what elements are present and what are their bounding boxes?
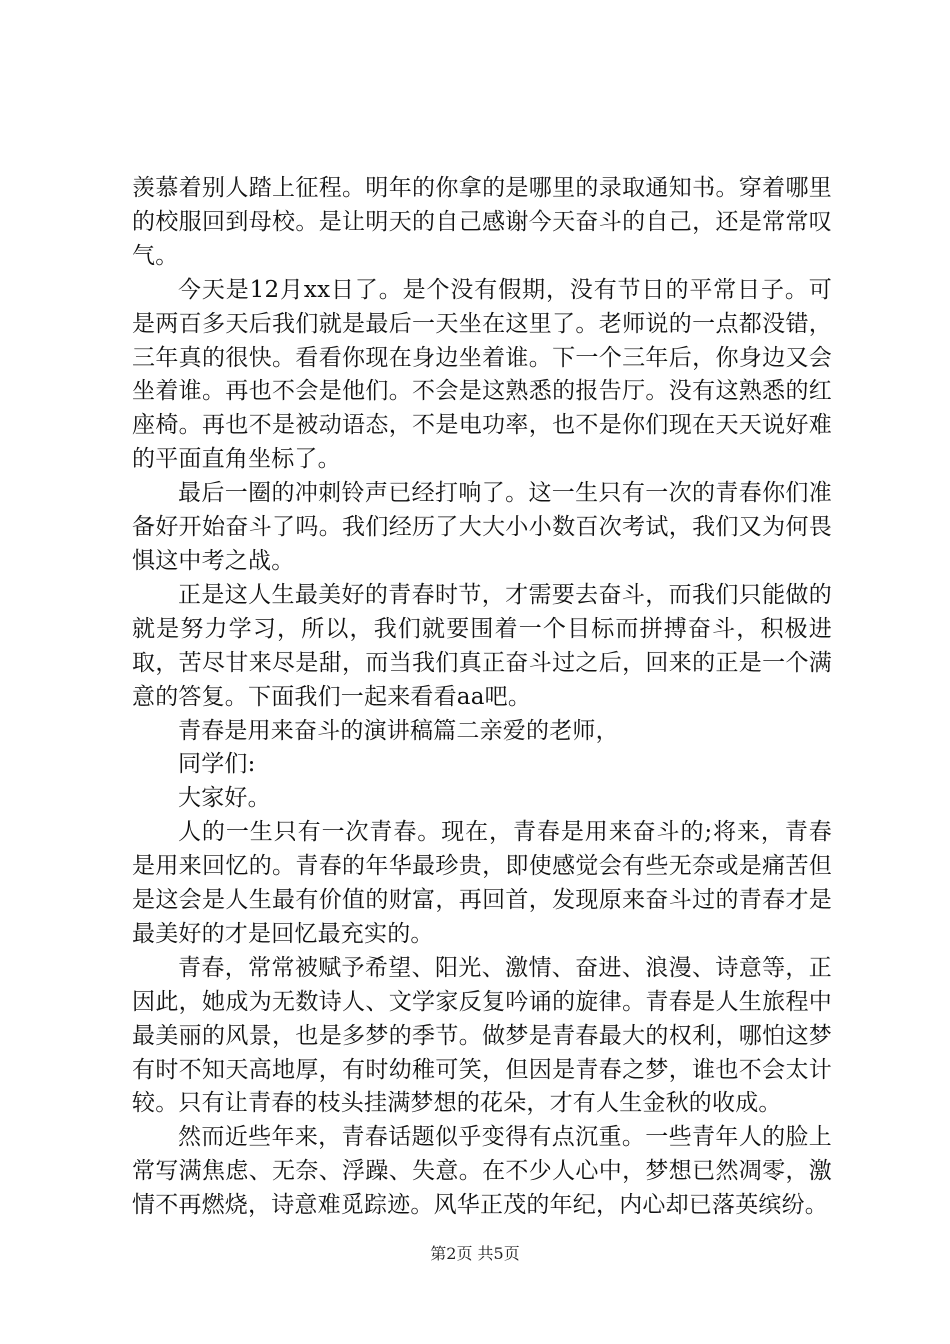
paragraph: 正是这人生最美好的青春时节，才需要去奋斗，而我们只能做的就是努力学习，所以，我们就要围着一个目标而拼搏奋斗，积极进取，苦尽甘来尽是甜，而当我们真正奋斗过之后，回来的正是一个满意的答复。下面我们一起来看看aa吧。 [132,581,832,710]
page-footer [0,1244,950,1264]
paragraph: 今天是12月xx日了。是个没有假期，没有节日的平常日子。可是两百多天后我们就是最后一天坐在这里了。老师说的一点都没错，三年真的很快。看看你现在身边坐着谁。下一个三年后，你身边又会坐着谁。再也不会是他们。不会是这熟悉的报告厅。没有这熟悉的红座椅。再也不是被动语态，不是电功率，也不是你们现在天天说好难的平面直角坐标了。 [132,276,832,473]
paragraph: 人的一生只有一次青春。现在，青春是用来奋斗的;将来，青春是用来回忆的。青春的年华最珍贵，即使感觉会有些无奈或是痛苦但是这会是人生最有价值的财富，再回首，发现原来奋斗过的青春才是最美好的才是回忆最充实的。 [132,819,832,947]
paragraph: 最后一圈的冲刺铃声已经打响了。这一生只有一次的青春你们准备好开始奋斗了吗。我们经历了大大小小数百次考试，我们又为何畏惧这中考之战。 [132,480,832,574]
document-body [132,172,832,1223]
page-number: 第2页 共5页 [430,1244,520,1263]
salutation: 同学们: [178,751,256,778]
paragraph: 然而近些年来，青春话题似乎变得有点沉重。一些青年人的脸上常写满焦虑、无奈、浮躁、失意。在不少人心中，梦想已然凋零，激情不再燃烧，诗意难觅踪迹。风华正茂的年纪，内心却已落英缤纷。 [132,1124,832,1219]
section-title: 青春是用来奋斗的演讲稿篇二亲爱的老师， [178,717,619,744]
greeting: 大家好。 [178,785,271,812]
paragraph: 青春，常常被赋予希望、阳光、激情、奋进、浪漫、诗意等，正因此，她成为无数诗人、文学家反复吟诵的旋律。青春是人生旅程中最美丽的风景，也是多梦的季节。做梦是青春最大的权利，哪怕这梦有时不知天高地厚，有时幼稚可笑，但因是青春之梦，谁也不会太计较。只有让青春的枝头挂满梦想的花朵，才有人生金秋的收成。 [132,954,832,1117]
paragraph-continuation: 羡慕着别人踏上征程。明年的你拿的是哪里的录取通知书。穿着哪里的校服回到母校。是让明天的自己感谢今天奋斗的自己，还是常常叹气。 [132,175,832,269]
